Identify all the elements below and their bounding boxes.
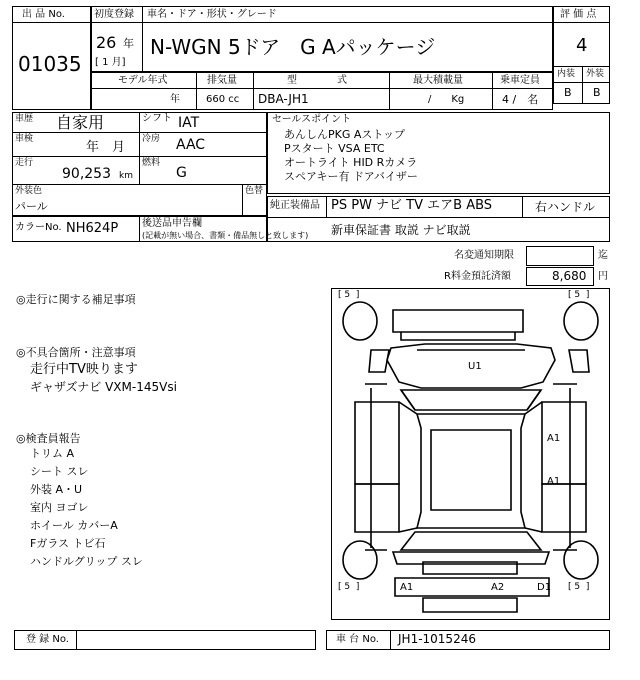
inspector-line: Fガラス トビ石: [30, 537, 106, 550]
recycle-label: R料金預託済額: [444, 271, 511, 282]
max-load: / Kg: [428, 94, 465, 105]
max-load-label: 最大積載量: [413, 75, 463, 86]
aftermarket-label: 後送品申告欄: [142, 218, 202, 229]
ac-label: 冷房: [142, 134, 161, 144]
tire-rl-label: [ 5 ]: [338, 582, 360, 592]
right-mirror: [569, 350, 589, 372]
ac-value: AAC: [176, 137, 206, 153]
interior-grade: B: [564, 86, 572, 99]
history-value: 自家用: [56, 113, 105, 132]
reg-year: 26: [96, 33, 117, 52]
warranty-docs: 新車保証書 取説 ナビ取説: [331, 223, 471, 237]
sales-point-line: あんしんPKG Aストップ: [284, 128, 406, 141]
inspector-line: 外装 A・U: [30, 483, 83, 496]
defect-line: 走行中TV映ります: [30, 362, 138, 377]
ext-color-label: 外装色: [15, 186, 43, 196]
reg-year-unit: 年: [123, 37, 134, 50]
roof-panel: [431, 430, 511, 510]
sales-points-label: セールスポイント: [272, 114, 352, 125]
mileage-unit: km: [119, 171, 133, 181]
shift-value: IAT: [178, 115, 200, 131]
inspector-line: ハンドルグリップ スレ: [30, 555, 143, 568]
tire-rr-label: [ 5 ]: [568, 582, 590, 592]
inspector-line: ホイール カバーA: [30, 519, 118, 532]
roof: [417, 414, 525, 528]
front-left-tire: [343, 302, 377, 340]
color-no-value: NH624P: [66, 221, 119, 236]
mileage-value: 90,253: [62, 166, 111, 182]
score-value: 4: [576, 35, 588, 56]
name-change-suffix: 迄: [598, 250, 608, 261]
tire-fl-label: [ 5 ]: [338, 290, 360, 300]
name-change-label: 名変通知期限: [454, 250, 514, 261]
tire-fr-label: [ 5 ]: [568, 290, 590, 300]
left-front-door: [355, 402, 399, 484]
car-name-label: 車名・ドア・形状・グレード: [147, 9, 277, 20]
inspector-title: ◎検査員報告: [16, 432, 81, 445]
damage-mark-rear-right: D1: [537, 582, 552, 593]
front-right-tire: [564, 302, 598, 340]
model-year-label: モデル年式: [118, 75, 168, 86]
mileage-label: 走行: [15, 158, 34, 168]
reg-no-label: 登 録 No.: [26, 634, 69, 645]
capacity-label: 乗車定員: [500, 75, 540, 86]
rear-bumper: [395, 578, 552, 596]
inspector-line: シート スレ: [30, 465, 89, 478]
lot-number: 01035: [18, 52, 82, 76]
rear-window: [401, 532, 541, 550]
color-change-label: 色替: [245, 186, 264, 196]
windshield: [401, 390, 541, 410]
inspection-value: 年 月: [86, 140, 126, 155]
score-label: 評 価 点: [560, 9, 597, 20]
inspector-line: 室内 ヨゴレ: [30, 501, 89, 514]
recycle-amount: 8,680: [552, 269, 587, 283]
capacity: 4 / 名: [502, 93, 539, 106]
model-year-unit: 年: [170, 94, 180, 105]
damage-mark-roof: U1: [468, 361, 482, 372]
sales-point-line: オートライト HID Rカメラ: [284, 156, 418, 169]
defect-line: ギャザズナビ VXM-145Vsi: [30, 380, 177, 394]
sales-point-line: Pスタート VSA ETC: [284, 142, 385, 155]
exterior-label: 外装: [586, 69, 605, 79]
chassis-label: 車 台 No.: [336, 634, 379, 645]
first-reg-label: 初度登録: [94, 9, 134, 20]
car-diagram: [331, 288, 610, 620]
fuel-value: G: [176, 165, 187, 181]
rear-left-tire: [343, 541, 377, 579]
type-value: DBA-JH1: [258, 92, 309, 106]
interior-label: 内装: [557, 69, 576, 79]
sales-point-line: スペアキー有 ドアバイザー: [284, 170, 418, 183]
displacement: 660 cc: [206, 94, 240, 105]
reg-month: [ 1 月]: [95, 57, 126, 68]
recycle-unit: 円: [598, 271, 608, 282]
front-grille: [401, 332, 515, 340]
license-plate: [423, 598, 517, 612]
rear-right-tire: [564, 541, 598, 579]
damage-mark-rear-left: A1: [400, 582, 414, 593]
history-label: 車歴: [15, 114, 34, 124]
shift-label: シフト: [142, 113, 172, 124]
defect-notes-title: ◎不具合箇所・注意事項: [16, 346, 136, 359]
equipment-label: 純正装備品: [270, 200, 320, 211]
lot-label: 出 品 No.: [22, 9, 65, 20]
damage-mark-right-rear: A1: [547, 476, 561, 487]
aftermarket-note: (記載が無い場合、書類・備品無しと致します): [142, 231, 309, 240]
right-rear-door: [542, 484, 586, 532]
inspector-line: トリム A: [30, 447, 75, 460]
displacement-label: 排気量: [207, 75, 237, 86]
name-change-box: [526, 246, 594, 266]
left-mirror: [369, 350, 389, 372]
driving-notes-title: ◎走行に関する補足事項: [16, 293, 136, 306]
type-label: 型 式: [287, 75, 347, 86]
inspection-label: 車検: [15, 134, 34, 144]
handle-side: 右ハンドル: [535, 200, 596, 214]
chassis-no: JH1-1015246: [398, 632, 476, 646]
damage-mark-right-door: A1: [547, 433, 561, 444]
left-rear-door: [355, 484, 399, 532]
exterior-grade: B: [593, 86, 601, 99]
damage-mark-rear-center: A2: [491, 582, 505, 593]
fuel-label: 燃料: [142, 158, 161, 168]
color-no-label: カラーNo.: [15, 222, 62, 233]
ext-color-value: パール: [15, 200, 48, 213]
front-bumper: [393, 310, 523, 332]
equipment-items: PS PW ナビ TV エアB ABS: [331, 198, 493, 213]
car-name: N-WGN 5ドア G Aパッケージ: [150, 35, 436, 59]
